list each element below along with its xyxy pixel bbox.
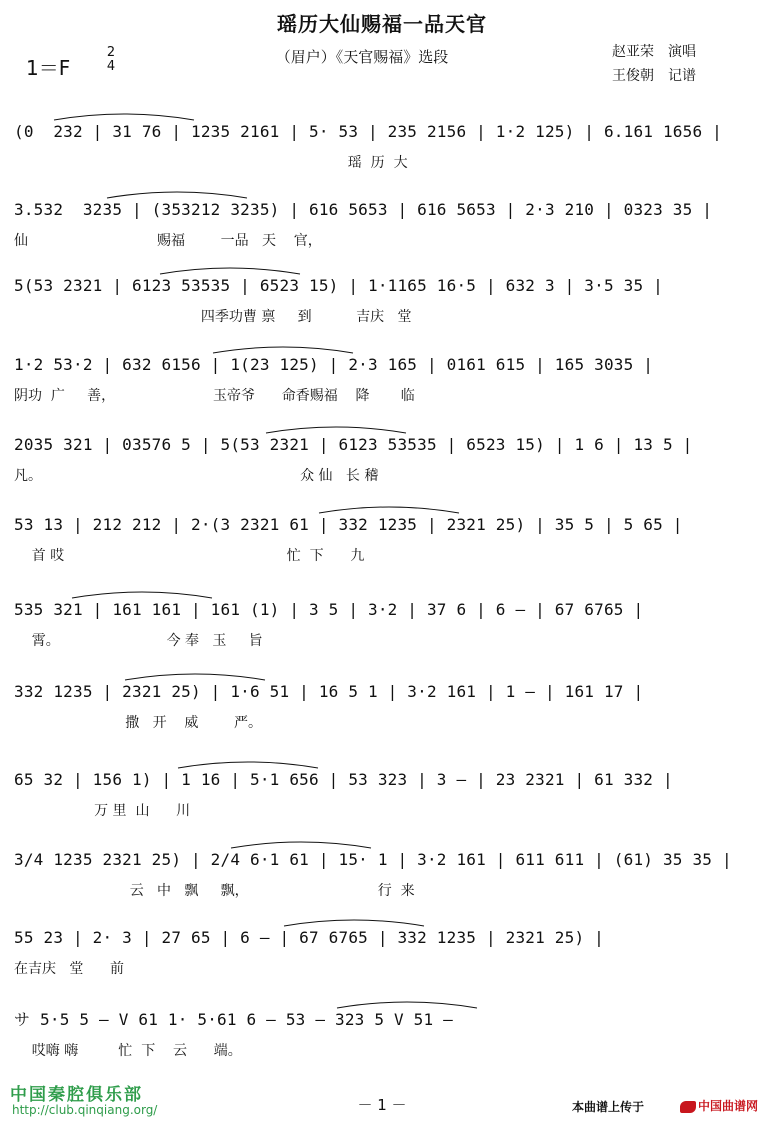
time-signature-bottom: 4 <box>106 59 116 74</box>
credit-singer-name: 赵亚荣 <box>612 44 654 60</box>
lyrics-row: 在吉庆 堂 前 <box>14 961 125 977</box>
notation-row: 5(53 2321 | 6123 53535 | 6523 15) | 1·1165 16·5 | 632 3 | 3·5 35 | <box>14 276 663 295</box>
time-signature-top: 2 <box>106 45 116 60</box>
brand-name: 中国曲谱网 <box>698 1099 759 1113</box>
notation-row: (0 232 | 31 76 | 1235 2161 | 5· 53 | 235 2156 | 1·2 125) | 6.161 1656 | <box>14 122 722 141</box>
site-logo[interactable]: 中国秦腔俱乐部 <box>10 1085 143 1105</box>
notation-row: 2035 321 | 03576 5 | 5(53 2321 | 6123 53535 | 6523 15) | 1 6 | 13 5 | <box>14 435 693 454</box>
key-signature: 1＝F <box>26 56 71 80</box>
page-number: － 1 － <box>357 1096 407 1114</box>
lyrics-row: 万 里 山 川 <box>14 803 191 819</box>
staff-line <box>14 840 754 902</box>
staff-line <box>14 672 754 734</box>
notation-row: 55 23 | 2· 3 | 27 65 | 6 — | 67 6765 | 332 1235 | 2321 25) | <box>14 928 604 947</box>
score-subtitle: （眉户）《天官赐福》选段 <box>275 48 449 66</box>
staff-line <box>14 505 754 567</box>
score-title: 瑶历大仙赐福一品天官 <box>277 12 487 36</box>
lyrics-row: 霄。 今 奉 玉 旨 <box>14 633 263 649</box>
lyrics-row: 凡。 众 仙 长 稽 <box>14 468 379 484</box>
staff-line <box>14 760 754 822</box>
lyrics-row: 四季功曹 禀 到 吉庆 堂 <box>14 309 412 325</box>
lyrics-row: 首 哎 忙 下 九 <box>14 548 365 564</box>
upload-note: 本曲谱上传于 <box>572 1100 645 1114</box>
lyrics-row: 阴功 广 善， 玉帝爷 命香赐福 降 临 <box>14 388 415 404</box>
staff-line <box>14 1000 754 1062</box>
lyrics-row: 仙 赐福 一品 天 官， <box>14 233 322 249</box>
time-signature <box>104 46 118 74</box>
staff-line <box>14 266 754 328</box>
lyrics-row: 云 中 飘 飘， 行 来 <box>14 883 415 899</box>
credit-transcriber <box>612 64 696 88</box>
notation-row: 53 13 | 212 212 | 2·(3 2321 61 | 332 1235 | 2321 25) | 35 5 | 5 65 | <box>14 515 683 534</box>
lyrics-row: 撒 开 威 严。 <box>14 715 263 731</box>
notation-row: 332 1235 | 2321 25) | 1·6 51 | 16 5 1 | 3·2 161 | 1 — | 161 17 | <box>14 682 644 701</box>
staff-line <box>14 190 754 252</box>
staff-line <box>14 425 754 487</box>
brand-icon <box>680 1101 696 1113</box>
staff-line <box>14 918 754 980</box>
lyrics-row: 哎嗨 嗨 忙 下 云 端。 <box>14 1043 242 1059</box>
brand-link[interactable] <box>680 1097 758 1114</box>
notation-row: 3/4 1235 2321 25) | 2/4 6·1 61 | 15· 1 | 3·2 161 | 611 611 | (61) 35 35 | <box>14 850 732 869</box>
credit-singer-role: 演唱 <box>668 44 696 60</box>
notation-row: 3.532 3235 | (353212 3235) | 616 5653 | 616 5653 | 2·3 210 | 0323 35 | <box>14 200 713 219</box>
lyrics-row: 瑶 历 大 <box>14 155 408 171</box>
site-url[interactable]: http://club.qinqiang.org/ <box>12 1103 158 1117</box>
credit-transcriber-role: 记谱 <box>668 68 696 84</box>
staff-line <box>14 590 754 652</box>
credits <box>612 40 696 88</box>
notation-row: 535 321 | 161 161 | 161 (1) | 3 5 | 3·2 | 37 6 | 6 — | 67 6765 | <box>14 600 644 619</box>
credit-singer <box>612 40 696 64</box>
staff-line <box>14 345 754 407</box>
credit-transcriber-name: 王俊朝 <box>612 68 654 84</box>
notation-row: 65 32 | 156 1) | 1 16 | 5·1 656 | 53 323 | 3 — | 23 2321 | 61 332 | <box>14 770 673 789</box>
staff-line <box>14 112 754 174</box>
notation-row: サ 5·5 5 — V 61 1· 5·61 6 — 53 — 323 5 V 51 — <box>14 1010 454 1029</box>
notation-row: 1·2 53·2 | 632 6156 | 1(23 125) | 2·3 165 | 0161 615 | 165 3035 | <box>14 355 654 374</box>
